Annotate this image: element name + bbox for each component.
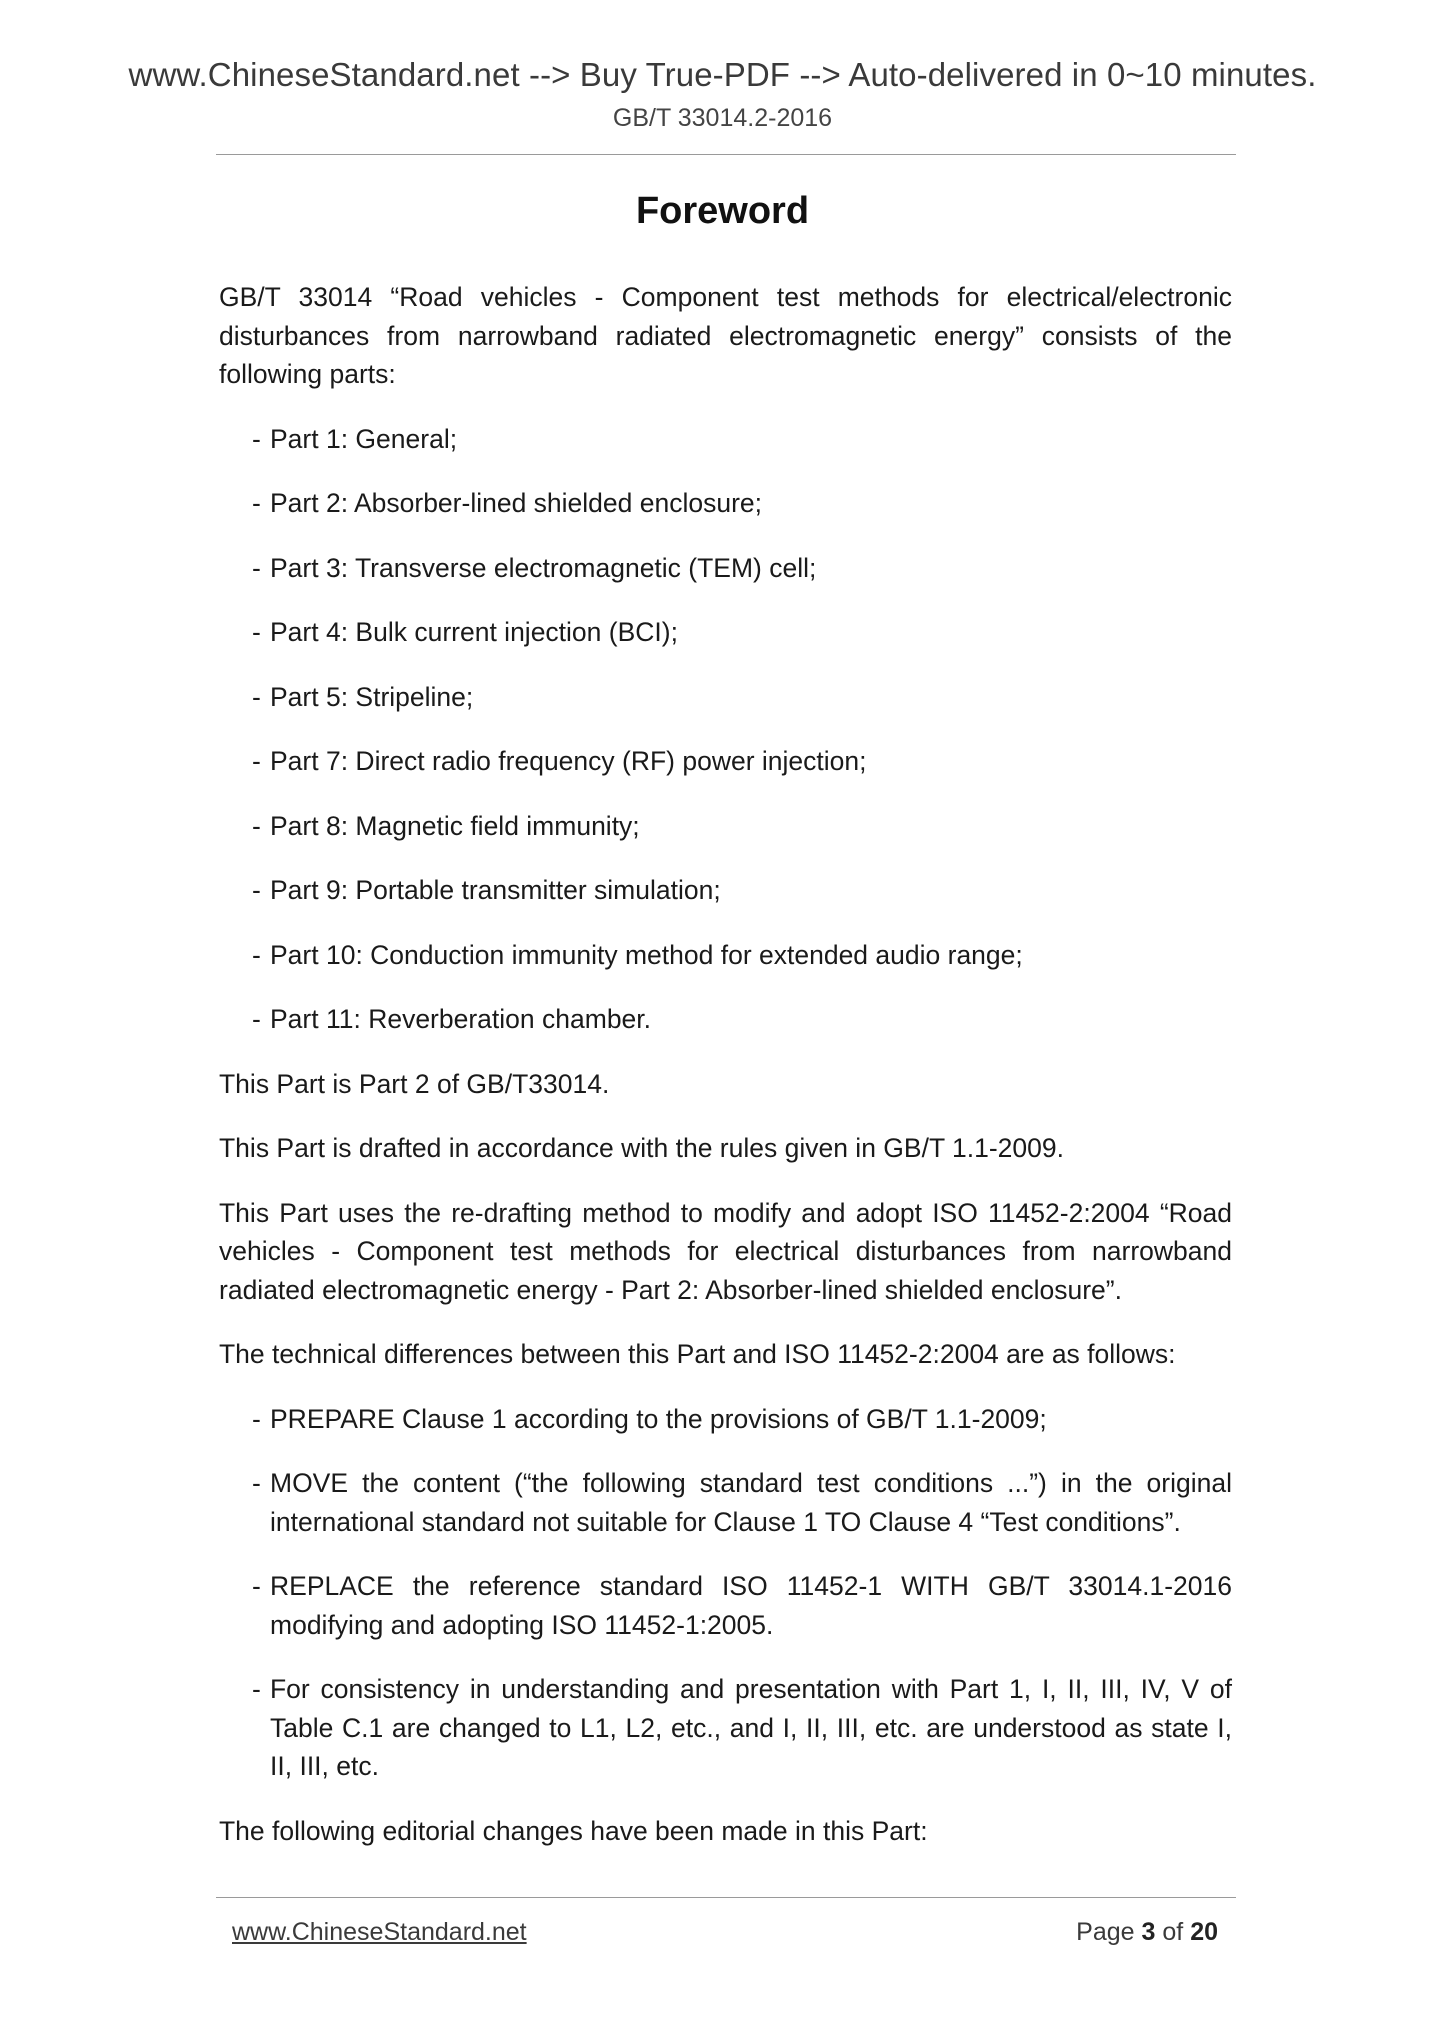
list-item-text: Part 8: Magnetic field immunity; bbox=[270, 810, 640, 841]
list-dash: - bbox=[252, 746, 261, 776]
document-code: GB/T 33014.2-2016 bbox=[612, 104, 833, 132]
list-dash: - bbox=[252, 810, 261, 841]
list-item-text: MOVE the content (“the following standard test conditions ...”) in the original international standard not suitable for Clause 1 TO Clause 4 “Test conditions”. bbox=[270, 1468, 1232, 1537]
list-item bbox=[219, 1670, 1232, 1786]
differences-list bbox=[219, 1400, 1232, 1786]
list-item bbox=[219, 1000, 1232, 1039]
list-item bbox=[219, 484, 1232, 523]
list-item-text: PREPARE Clause 1 according to the provisions of GB/T 1.1-2009; bbox=[270, 1403, 1047, 1434]
top-banner[interactable]: www.ChineseStandard.net --> Buy True-PDF --> Auto-delivered in 0~10 minutes. bbox=[128, 56, 1317, 93]
list-item-text: Part 9: Portable transmitter simulation; bbox=[270, 875, 721, 905]
list-item bbox=[219, 1400, 1232, 1439]
list-item bbox=[219, 420, 1232, 459]
list-dash: - bbox=[252, 423, 261, 454]
list-item bbox=[219, 613, 1232, 652]
differences-intro: The technical differences between this Part and ISO 11452-2:2004 are as follows: bbox=[219, 1339, 1176, 1369]
list-dash: - bbox=[252, 1674, 261, 1704]
list-item-text: Part 3: Transverse electromagnetic (TEM) cell; bbox=[270, 552, 817, 583]
list-dash: - bbox=[252, 875, 261, 905]
page-of: of bbox=[1162, 1918, 1184, 1946]
foreword-body bbox=[219, 278, 1232, 1876]
drafting-statement: This Part is drafted in accordance with the rules given in GB/T 1.1-2009. bbox=[219, 1133, 1064, 1163]
list-item bbox=[219, 936, 1232, 975]
list-item-text: Part 5: Stripeline; bbox=[270, 681, 474, 712]
list-item-text: REPLACE the reference standard ISO 11452-1 WITH GB/T 33014.1-2016 modifying and adopting ISO 11452-1:2005. bbox=[270, 1571, 1232, 1640]
list-dash: - bbox=[252, 488, 261, 518]
list-dash: - bbox=[252, 681, 261, 712]
list-item-text: Part 2: Absorber-lined shielded enclosure; bbox=[270, 488, 763, 518]
list-item-text: Part 4: Bulk current injection (BCI); bbox=[270, 617, 678, 647]
editorial-intro: The following editorial changes have been made in this Part: bbox=[219, 1815, 928, 1846]
list-item-text: For consistency in understanding and presentation with Part 1, I, II, III, IV, V of Table C.1 are changed to L1, L2, etc., and I, II, III, etc. are understood as state I, II, III, etc. bbox=[270, 1674, 1232, 1781]
page-number bbox=[1076, 1918, 1218, 1947]
list-item bbox=[219, 807, 1232, 846]
list-dash: - bbox=[252, 1403, 261, 1434]
page-title: Foreword bbox=[635, 190, 810, 232]
list-item bbox=[219, 549, 1232, 588]
adoption-statement: This Part uses the re-drafting method to modify and adopt ISO 11452-2:2004 “Road vehicles - Component test methods for electrical disturbances from narrowband radiated electromagnetic energy - Part 2: Absorber-lined shielded enclosure”. bbox=[219, 1197, 1232, 1305]
list-item-text: Part 10: Conduction immunity method for extended audio range; bbox=[270, 939, 1023, 970]
page-total: 20 bbox=[1190, 1918, 1218, 1946]
list-item bbox=[219, 742, 1232, 781]
list-item-text: Part 1: General; bbox=[270, 423, 458, 454]
part-statement: This Part is Part 2 of GB/T33014. bbox=[219, 1068, 610, 1099]
intro-paragraph: GB/T 33014 “Road vehicles - Component test methods for electrical/electronic disturbances from narrowband radiated electromagnetic energy” consists of the following parts: bbox=[219, 282, 1232, 389]
list-item-text: Part 11: Reverberation chamber. bbox=[270, 1004, 652, 1034]
page-current: 3 bbox=[1141, 1918, 1156, 1946]
footer-website-link[interactable]: www.ChineseStandard.net bbox=[232, 1918, 527, 1946]
header-divider bbox=[216, 154, 1236, 155]
list-item bbox=[219, 1567, 1232, 1644]
page-word: Page bbox=[1076, 1918, 1135, 1946]
list-item-text: Part 7: Direct radio frequency (RF) power injection; bbox=[270, 746, 867, 776]
list-dash: - bbox=[252, 1004, 261, 1034]
list-item bbox=[219, 678, 1232, 717]
list-item bbox=[219, 871, 1232, 910]
list-dash: - bbox=[252, 617, 261, 647]
list-item bbox=[219, 1464, 1232, 1541]
list-dash: - bbox=[252, 552, 261, 583]
footer-divider bbox=[216, 1897, 1236, 1898]
list-dash: - bbox=[252, 1468, 261, 1498]
parts-list bbox=[219, 420, 1232, 1039]
list-dash: - bbox=[252, 1571, 261, 1601]
list-dash: - bbox=[252, 939, 261, 970]
